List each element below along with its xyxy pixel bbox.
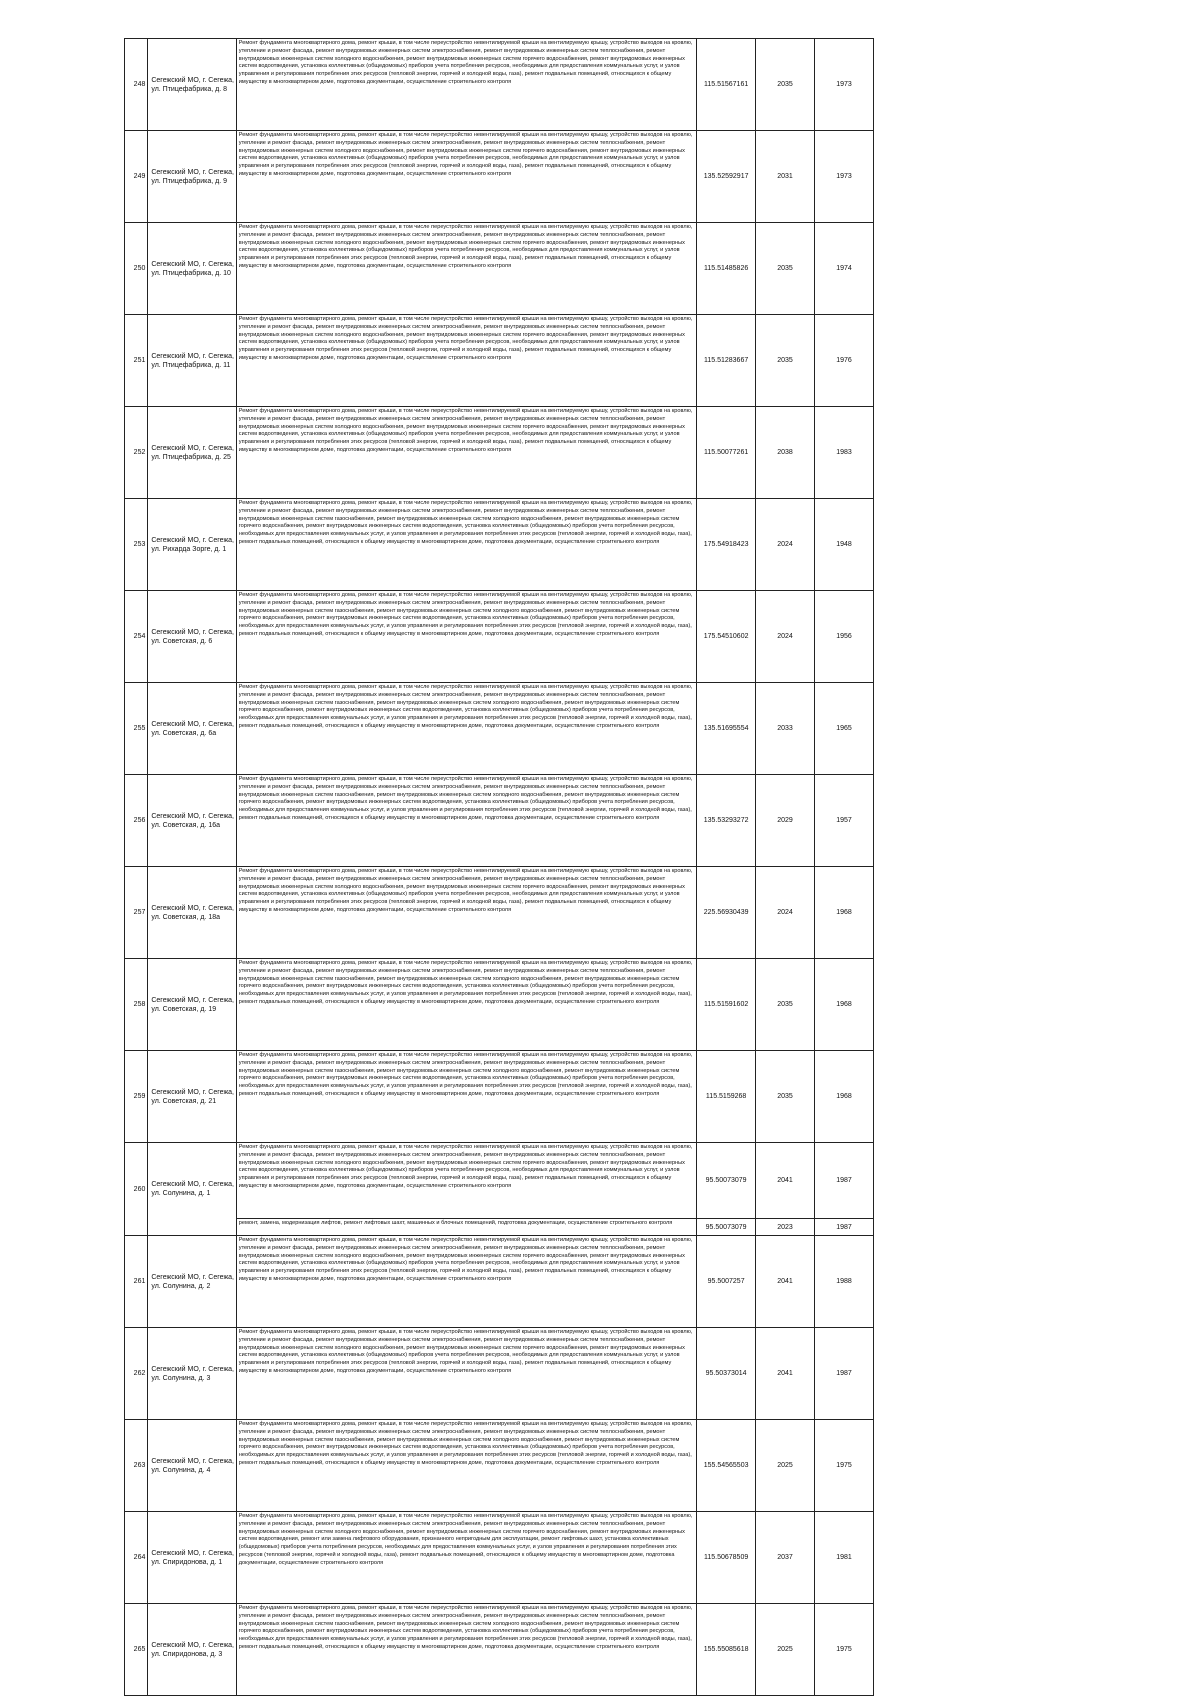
build-year-cell: 1948 bbox=[815, 499, 874, 591]
planned-year-cell: 2031 bbox=[756, 131, 815, 223]
planned-year-cell: 2025 bbox=[756, 1420, 815, 1512]
planned-year-cell: 2025 bbox=[756, 1604, 815, 1696]
cost-cell: 225.56930439 bbox=[697, 867, 756, 959]
row-number-cell: 251 bbox=[125, 315, 148, 407]
works-cell: Ремонт фундамента многоквартирного дома, ремонт крыши, в том числе переустройство невентилируемой крыши на вентилируемую крышу, устройство выходов на кровлю, утепление и ремонт фасада, ремонт внутридомовых инженерных систем электроснабжения, ремонт внутридомовых инженерных систем теплоснабжения, ремонт внутридомовых инженерных систем газоснабжения, ремонт внутридомовых инженерных систем холодного водоснабжения, ремонт внутридомовых инженерных систем горячего водоснабжения, ремонт внутридомовых инженерных систем водоотведения, установка коллективных (общедомовых) приборов учета потребления ресурсов, необходимых для предоставления коммунальных услуг, и узлов управления и регулирования потребления этих ресурсов (тепловой энергии, горячей и холодной воды, газа), ремонт подвальных помещений, относящихся к общему имуществу в многоквартирном доме, подготовка документации, осуществление строительного контроля bbox=[236, 499, 696, 591]
row-number-cell: 248 bbox=[125, 39, 148, 131]
planned-year-cell: 2035 bbox=[756, 1051, 815, 1143]
cost-cell: 115.51591602 bbox=[697, 959, 756, 1051]
address-cell: Сегежский МО, г. Сегежа, ул. Рихарда Зорге, д. 1 bbox=[148, 499, 236, 591]
cost-cell: 115.5159268 bbox=[697, 1051, 756, 1143]
address-cell: Сегежский МО, г. Сегежа, ул. Солунина, д. 2 bbox=[148, 1236, 236, 1328]
cost-cell: 175.54510602 bbox=[697, 591, 756, 683]
build-year-cell: 1975 bbox=[815, 1604, 874, 1696]
works-cell: Ремонт фундамента многоквартирного дома, ремонт крыши, в том числе переустройство невентилируемой крыши на вентилируемую крышу, устройство выходов на кровлю, утепление и ремонт фасада, ремонт внутридомовых инженерных систем электроснабжения, ремонт внутридомовых инженерных систем теплоснабжения, ремонт внутридомовых инженерных систем холодного водоснабжения, ремонт внутридомовых инженерных систем горячего водоснабжения, ремонт внутридомовых инженерных систем водоотведения, установка коллективных (общедомовых) приборов учета потребления ресурсов, необходимых для предоставления коммунальных услуг, и узлов управления и регулирования потребления этих ресурсов (тепловой энергии, горячей и холодной воды, газа), ремонт подвальных помещений, относящихся к общему имуществу в многоквартирном доме, подготовка документации, осуществление строительного контроля bbox=[236, 1236, 696, 1328]
planned-year-cell: 2033 bbox=[756, 683, 815, 775]
works-cell: Ремонт фундамента многоквартирного дома, ремонт крыши, в том числе переустройство невентилируемой крыши на вентилируемую крышу, устройство выходов на кровлю, утепление и ремонт фасада, ремонт внутридомовых инженерных систем электроснабжения, ремонт внутридомовых инженерных систем теплоснабжения, ремонт внутридомовых инженерных систем газоснабжения, ремонт внутридомовых инженерных систем холодного водоснабжения, ремонт внутридомовых инженерных систем горячего водоснабжения, ремонт внутридомовых инженерных систем водоотведения, установка коллективных (общедомовых) приборов учета потребления ресурсов, необходимых для предоставления коммунальных услуг, и узлов управления и регулирования потребления этих ресурсов (тепловой энергии, горячей и холодной воды, газа), ремонт подвальных помещений, относящихся к общему имуществу в многоквартирном доме, подготовка документации, осуществление строительного контроля bbox=[236, 1420, 696, 1512]
address-cell: Сегежский МО, г. Сегежа, ул. Советская, д. 16а bbox=[148, 775, 236, 867]
planned-year-cell: 2035 bbox=[756, 315, 815, 407]
row-number-cell: 260 bbox=[125, 1143, 148, 1236]
planned-year-cell: 2037 bbox=[756, 1512, 815, 1604]
works-cell: Ремонт фундамента многоквартирного дома, ремонт крыши, в том числе переустройство невентилируемой крыши на вентилируемую крышу, устройство выходов на кровлю, утепление и ремонт фасада, ремонт внутридомовых инженерных систем электроснабжения, ремонт внутридомовых инженерных систем теплоснабжения, ремонт внутридомовых инженерных систем холодного водоснабжения, ремонт внутридомовых инженерных систем горячего водоснабжения, ремонт внутридомовых инженерных систем водоотведения, установка коллективных (общедомовых) приборов учета потребления ресурсов, необходимых для предоставления коммунальных услуг, и узлов управления и регулирования потребления этих ресурсов (тепловой энергии, горячей и холодной воды, газа), ремонт подвальных помещений, относящихся к общему имуществу в многоквартирном доме, подготовка документации, осуществление строительного контроля bbox=[236, 39, 696, 131]
build-year-cell: 1973 bbox=[815, 131, 874, 223]
address-cell: Сегежский МО, г. Сегежа, ул. Советская, д. 6а bbox=[148, 683, 236, 775]
planned-year-cell: 2024 bbox=[756, 591, 815, 683]
row-number-cell: 259 bbox=[125, 1051, 148, 1143]
cost-cell: 155.54565503 bbox=[697, 1420, 756, 1512]
address-cell: Сегежский МО, г. Сегежа, ул. Советская, д. 21 bbox=[148, 1051, 236, 1143]
row-number-cell: 258 bbox=[125, 959, 148, 1051]
planned-year-cell: 2035 bbox=[756, 959, 815, 1051]
planned-year-cell: 2041 bbox=[756, 1143, 815, 1219]
table-row bbox=[125, 775, 874, 867]
cost-cell: 115.51485826 bbox=[697, 223, 756, 315]
table-row bbox=[125, 1420, 874, 1512]
table-row bbox=[125, 499, 874, 591]
build-year-cell: 1957 bbox=[815, 775, 874, 867]
row-number-cell: 249 bbox=[125, 131, 148, 223]
cost-cell: 115.50678509 bbox=[697, 1512, 756, 1604]
table-row bbox=[125, 39, 874, 131]
works-cell: Ремонт фундамента многоквартирного дома, ремонт крыши, в том числе переустройство невентилируемой крыши на вентилируемую крышу, устройство выходов на кровлю, утепление и ремонт фасада, ремонт внутридомовых инженерных систем электроснабжения, ремонт внутридомовых инженерных систем теплоснабжения, ремонт внутридомовых инженерных систем газоснабжения, ремонт внутридомовых инженерных систем холодного водоснабжения, ремонт внутридомовых инженерных систем горячего водоснабжения, ремонт внутридомовых инженерных систем водоотведения, установка коллективных (общедомовых) приборов учета потребления ресурсов, необходимых для предоставления коммунальных услуг, и узлов управления и регулирования потребления этих ресурсов (тепловой энергии, горячей и холодной воды, газа), ремонт подвальных помещений, относящихся к общему имуществу в многоквартирном доме, подготовка документации, осуществление строительного контроля bbox=[236, 775, 696, 867]
works-cell: Ремонт фундамента многоквартирного дома, ремонт крыши, в том числе переустройство невентилируемой крыши на вентилируемую крышу, устройство выходов на кровлю, утепление и ремонт фасада, ремонт внутридомовых инженерных систем электроснабжения, ремонт внутридомовых инженерных систем теплоснабжения, ремонт внутридомовых инженерных систем холодного водоснабжения, ремонт внутридомовых инженерных систем горячего водоснабжения, ремонт внутридомовых инженерных систем водоотведения, ремонт или замена лифтового оборудования, признанного непригодным для эксплуатации, ремонт лифтовых шахт, установка коллективных (общедомовых) приборов учета потребления ресурсов, необходимых для предоставления коммунальных услуг, и узлов управления и регулирования потребления этих ресурсов (тепловой энергии, горячей и холодной воды, газа), ремонт подвальных помещений, относящихся к общему имуществу в многоквартирном доме, подготовка документации, осуществление строительного контроля bbox=[236, 1512, 696, 1604]
row-number-cell: 253 bbox=[125, 499, 148, 591]
cost-cell: 155.55085618 bbox=[697, 1604, 756, 1696]
table-row bbox=[125, 315, 874, 407]
table-body bbox=[125, 39, 874, 1696]
row-number-cell: 264 bbox=[125, 1512, 148, 1604]
works-cell: Ремонт фундамента многоквартирного дома, ремонт крыши, в том числе переустройство невентилируемой крыши на вентилируемую крышу, устройство выходов на кровлю, утепление и ремонт фасада, ремонт внутридомовых инженерных систем электроснабжения, ремонт внутридомовых инженерных систем теплоснабжения, ремонт внутридомовых инженерных систем холодного водоснабжения, ремонт внутридомовых инженерных систем горячего водоснабжения, ремонт внутридомовых инженерных систем водоотведения, установка коллективных (общедомовых) приборов учета потребления ресурсов, необходимых для предоставления коммунальных услуг, и узлов управления и регулирования потребления этих ресурсов (тепловой энергии, горячей и холодной воды, газа), ремонт подвальных помещений, относящихся к общему имуществу в многоквартирном доме, подготовка документации, осуществление строительного контроля bbox=[236, 867, 696, 959]
build-year-cell: 1983 bbox=[815, 407, 874, 499]
planned-year-cell: 2041 bbox=[756, 1328, 815, 1420]
row-number-cell: 263 bbox=[125, 1420, 148, 1512]
table-row bbox=[125, 683, 874, 775]
planned-year-cell: 2024 bbox=[756, 499, 815, 591]
row-number-cell: 265 bbox=[125, 1604, 148, 1696]
table-row bbox=[125, 1328, 874, 1420]
planned-year-cell: 2035 bbox=[756, 223, 815, 315]
build-year-cell: 1968 bbox=[815, 959, 874, 1051]
table-row bbox=[125, 223, 874, 315]
build-year-cell: 1981 bbox=[815, 1512, 874, 1604]
works-cell: Ремонт фундамента многоквартирного дома, ремонт крыши, в том числе переустройство невентилируемой крыши на вентилируемую крышу, устройство выходов на кровлю, утепление и ремонт фасада, ремонт внутридомовых инженерных систем электроснабжения, ремонт внутридомовых инженерных систем теплоснабжения, ремонт внутридомовых инженерных систем холодного водоснабжения, ремонт внутридомовых инженерных систем горячего водоснабжения, ремонт внутридомовых инженерных систем водоотведения, установка коллективных (общедомовых) приборов учета потребления ресурсов, необходимых для предоставления коммунальных услуг, и узлов управления и регулирования потребления этих ресурсов (тепловой энергии, горячей и холодной воды, газа), ремонт подвальных помещений, относящихся к общему имуществу в многоквартирном доме, подготовка документации, осуществление строительного контроля bbox=[236, 315, 696, 407]
row-number-cell: 257 bbox=[125, 867, 148, 959]
works-cell: Ремонт фундамента многоквартирного дома, ремонт крыши, в том числе переустройство невентилируемой крыши на вентилируемую крышу, устройство выходов на кровлю, утепление и ремонт фасада, ремонт внутридомовых инженерных систем электроснабжения, ремонт внутридомовых инженерных систем теплоснабжения, ремонт внутридомовых инженерных систем газоснабжения, ремонт внутридомовых инженерных систем холодного водоснабжения, ремонт внутридомовых инженерных систем горячего водоснабжения, ремонт внутридомовых инженерных систем водоотведения, установка коллективных (общедомовых) приборов учета потребления ресурсов, необходимых для предоставления коммунальных услуг, и узлов управления и регулирования потребления этих ресурсов (тепловой энергии, горячей и холодной воды, газа), ремонт подвальных помещений, относящихся к общему имуществу в многоквартирном доме, подготовка документации, осуществление строительного контроля bbox=[236, 959, 696, 1051]
cost-cell: 95.50073079 bbox=[697, 1143, 756, 1219]
address-cell: Сегежский МО, г. Сегежа, ул. Птицефабрика, д. 10 bbox=[148, 223, 236, 315]
address-cell: Сегежский МО, г. Сегежа, ул. Птицефабрика, д. 11 bbox=[148, 315, 236, 407]
row-number-cell: 250 bbox=[125, 223, 148, 315]
works-cell: Ремонт фундамента многоквартирного дома, ремонт крыши, в том числе переустройство невентилируемой крыши на вентилируемую крышу, устройство выходов на кровлю, утепление и ремонт фасада, ремонт внутридомовых инженерных систем электроснабжения, ремонт внутридомовых инженерных систем теплоснабжения, ремонт внутридомовых инженерных систем газоснабжения, ремонт внутридомовых инженерных систем холодного водоснабжения, ремонт внутридомовых инженерных систем горячего водоснабжения, ремонт внутридомовых инженерных систем водоотведения, установка коллективных (общедомовых) приборов учета потребления ресурсов, необходимых для предоставления коммунальных услуг, и узлов управления и регулирования потребления этих ресурсов (тепловой энергии, горячей и холодной воды, газа), ремонт подвальных помещений, относящихся к общему имуществу в многоквартирном доме, подготовка документации, осуществление строительного контроля bbox=[236, 591, 696, 683]
address-cell: Сегежский МО, г. Сегежа, ул. Советская, д. 18а bbox=[148, 867, 236, 959]
planned-year-cell: 2029 bbox=[756, 775, 815, 867]
build-year-cell: 1975 bbox=[815, 1420, 874, 1512]
row-number-cell: 252 bbox=[125, 407, 148, 499]
cost-cell: 115.51567161 bbox=[697, 39, 756, 131]
row-number-cell: 262 bbox=[125, 1328, 148, 1420]
table-row bbox=[125, 1219, 874, 1236]
address-cell: Сегежский МО, г. Сегежа, ул. Солунина, д. 3 bbox=[148, 1328, 236, 1420]
capital-repair-table bbox=[124, 38, 874, 1696]
works-cell: Ремонт фундамента многоквартирного дома, ремонт крыши, в том числе переустройство невентилируемой крыши на вентилируемую крышу, устройство выходов на кровлю, утепление и ремонт фасада, ремонт внутридомовых инженерных систем электроснабжения, ремонт внутридомовых инженерных систем теплоснабжения, ремонт внутридомовых инженерных систем холодного водоснабжения, ремонт внутридомовых инженерных систем горячего водоснабжения, ремонт внутридомовых инженерных систем водоотведения, установка коллективных (общедомовых) приборов учета потребления ресурсов, необходимых для предоставления коммунальных услуг, и узлов управления и регулирования потребления этих ресурсов (тепловой энергии, горячей и холодной воды, газа), ремонт подвальных помещений, относящихся к общему имуществу в многоквартирном доме, подготовка документации, осуществление строительного контроля bbox=[236, 407, 696, 499]
planned-year-cell: 2024 bbox=[756, 867, 815, 959]
works-cell: ремонт, замена, модернизация лифтов, ремонт лифтовых шахт, машинных и блочных помещений, подготовка документации, осуществление строительного контроля bbox=[236, 1219, 696, 1236]
row-number-cell: 254 bbox=[125, 591, 148, 683]
table-row bbox=[125, 1236, 874, 1328]
works-cell: Ремонт фундамента многоквартирного дома, ремонт крыши, в том числе переустройство невентилируемой крыши на вентилируемую крышу, устройство выходов на кровлю, утепление и ремонт фасада, ремонт внутридомовых инженерных систем электроснабжения, ремонт внутридомовых инженерных систем теплоснабжения, ремонт внутридомовых инженерных систем холодного водоснабжения, ремонт внутридомовых инженерных систем горячего водоснабжения, ремонт внутридомовых инженерных систем водоотведения, установка коллективных (общедомовых) приборов учета потребления ресурсов, необходимых для предоставления коммунальных услуг, и узлов управления и регулирования потребления этих ресурсов (тепловой энергии, горячей и холодной воды, газа), ремонт подвальных помещений, относящихся к общему имуществу в многоквартирном доме, подготовка документации, осуществление строительного контроля bbox=[236, 223, 696, 315]
build-year-cell: 1988 bbox=[815, 1236, 874, 1328]
works-cell: Ремонт фундамента многоквартирного дома, ремонт крыши, в том числе переустройство невентилируемой крыши на вентилируемую крышу, устройство выходов на кровлю, утепление и ремонт фасада, ремонт внутридомовых инженерных систем электроснабжения, ремонт внутридомовых инженерных систем теплоснабжения, ремонт внутридомовых инженерных систем холодного водоснабжения, ремонт внутридомовых инженерных систем горячего водоснабжения, ремонт внутридомовых инженерных систем водоотведения, установка коллективных (общедомовых) приборов учета потребления ресурсов, необходимых для предоставления коммунальных услуг, и узлов управления и регулирования потребления этих ресурсов (тепловой энергии, горячей и холодной воды, газа), ремонт подвальных помещений, относящихся к общему имуществу в многоквартирном доме, подготовка документации, осуществление строительного контроля bbox=[236, 1328, 696, 1420]
build-year-cell: 1968 bbox=[815, 867, 874, 959]
address-cell: Сегежский МО, г. Сегежа, ул. Советская, д. 6 bbox=[148, 591, 236, 683]
works-cell: Ремонт фундамента многоквартирного дома, ремонт крыши, в том числе переустройство невентилируемой крыши на вентилируемую крышу, устройство выходов на кровлю, утепление и ремонт фасада, ремонт внутридомовых инженерных систем электроснабжения, ремонт внутридомовых инженерных систем теплоснабжения, ремонт внутридомовых инженерных систем холодного водоснабжения, ремонт внутридомовых инженерных систем горячего водоснабжения, ремонт внутридомовых инженерных систем водоотведения, установка коллективных (общедомовых) приборов учета потребления ресурсов, необходимых для предоставления коммунальных услуг, и узлов управления и регулирования потребления этих ресурсов (тепловой энергии, горячей и холодной воды, газа), ремонт подвальных помещений, относящихся к общему имуществу в многоквартирном доме, подготовка документации, осуществление строительного контроля bbox=[236, 1143, 696, 1219]
works-cell: Ремонт фундамента многоквартирного дома, ремонт крыши, в том числе переустройство невентилируемой крыши на вентилируемую крышу, устройство выходов на кровлю, утепление и ремонт фасада, ремонт внутридомовых инженерных систем электроснабжения, ремонт внутридомовых инженерных систем теплоснабжения, ремонт внутридомовых инженерных систем газоснабжения, ремонт внутридомовых инженерных систем холодного водоснабжения, ремонт внутридомовых инженерных систем горячего водоснабжения, ремонт внутридомовых инженерных систем водоотведения, установка коллективных (общедомовых) приборов учета потребления ресурсов, необходимых для предоставления коммунальных услуг, и узлов управления и регулирования потребления этих ресурсов (тепловой энергии, горячей и холодной воды, газа), ремонт подвальных помещений, относящихся к общему имуществу в многоквартирном доме, подготовка документации, осуществление строительного контроля bbox=[236, 1051, 696, 1143]
table-row bbox=[125, 959, 874, 1051]
address-cell: Сегежский МО, г. Сегежа, ул. Птицефабрика, д. 8 bbox=[148, 39, 236, 131]
table-row bbox=[125, 591, 874, 683]
table-row bbox=[125, 1051, 874, 1143]
row-number-cell: 261 bbox=[125, 1236, 148, 1328]
table-row bbox=[125, 867, 874, 959]
build-year-cell: 1968 bbox=[815, 1051, 874, 1143]
build-year-cell: 1956 bbox=[815, 591, 874, 683]
table-row bbox=[125, 1604, 874, 1696]
address-cell: Сегежский МО, г. Сегежа, ул. Спиридонова, д. 1 bbox=[148, 1512, 236, 1604]
table-row bbox=[125, 1143, 874, 1219]
cost-cell: 95.5007257 bbox=[697, 1236, 756, 1328]
table-row bbox=[125, 131, 874, 223]
cost-cell: 135.51695554 bbox=[697, 683, 756, 775]
works-cell: Ремонт фундамента многоквартирного дома, ремонт крыши, в том числе переустройство невентилируемой крыши на вентилируемую крышу, устройство выходов на кровлю, утепление и ремонт фасада, ремонт внутридомовых инженерных систем электроснабжения, ремонт внутридомовых инженерных систем теплоснабжения, ремонт внутридомовых инженерных систем газоснабжения, ремонт внутридомовых инженерных систем холодного водоснабжения, ремонт внутридомовых инженерных систем горячего водоснабжения, ремонт внутридомовых инженерных систем водоотведения, установка коллективных (общедомовых) приборов учета потребления ресурсов, необходимых для предоставления коммунальных услуг, и узлов управления и регулирования потребления этих ресурсов (тепловой энергии, горячей и холодной воды, газа), ремонт подвальных помещений, относящихся к общему имуществу в многоквартирном доме, подготовка документации, осуществление строительного контроля bbox=[236, 683, 696, 775]
works-cell: Ремонт фундамента многоквартирного дома, ремонт крыши, в том числе переустройство невентилируемой крыши на вентилируемую крышу, устройство выходов на кровлю, утепление и ремонт фасада, ремонт внутридомовых инженерных систем электроснабжения, ремонт внутридомовых инженерных систем теплоснабжения, ремонт внутридомовых инженерных систем газоснабжения, ремонт внутридомовых инженерных систем холодного водоснабжения, ремонт внутридомовых инженерных систем горячего водоснабжения, ремонт внутридомовых инженерных систем водоотведения, установка коллективных (общедомовых) приборов учета потребления ресурсов, необходимых для предоставления коммунальных услуг, и узлов управления и регулирования потребления этих ресурсов (тепловой энергии, горячей и холодной воды, газа), ремонт подвальных помещений, относящихся к общему имуществу в многоквартирном доме, подготовка документации, осуществление строительного контроля bbox=[236, 1604, 696, 1696]
planned-year-cell: 2035 bbox=[756, 39, 815, 131]
cost-cell: 175.54918423 bbox=[697, 499, 756, 591]
address-cell: Сегежский МО, г. Сегежа, ул. Птицефабрика, д. 9 bbox=[148, 131, 236, 223]
cost-cell: 95.50073079 bbox=[697, 1219, 756, 1236]
address-cell: Сегежский МО, г. Сегежа, ул. Солунина, д. 4 bbox=[148, 1420, 236, 1512]
build-year-cell: 1976 bbox=[815, 315, 874, 407]
planned-year-cell: 2038 bbox=[756, 407, 815, 499]
planned-year-cell: 2041 bbox=[756, 1236, 815, 1328]
address-cell: Сегежский МО, г. Сегежа, ул. Спиридонова, д. 3 bbox=[148, 1604, 236, 1696]
cost-cell: 135.53293272 bbox=[697, 775, 756, 867]
cost-cell: 95.50373014 bbox=[697, 1328, 756, 1420]
table-row bbox=[125, 1512, 874, 1604]
table-row bbox=[125, 407, 874, 499]
address-cell: Сегежский МО, г. Сегежа, ул. Солунина, д. 1 bbox=[148, 1143, 236, 1236]
address-cell: Сегежский МО, г. Сегежа, ул. Птицефабрика, д. 25 bbox=[148, 407, 236, 499]
build-year-cell: 1987 bbox=[815, 1219, 874, 1236]
build-year-cell: 1987 bbox=[815, 1143, 874, 1219]
planned-year-cell: 2023 bbox=[756, 1219, 815, 1236]
cost-cell: 115.50077261 bbox=[697, 407, 756, 499]
build-year-cell: 1965 bbox=[815, 683, 874, 775]
row-number-cell: 255 bbox=[125, 683, 148, 775]
cost-cell: 115.51283667 bbox=[697, 315, 756, 407]
build-year-cell: 1987 bbox=[815, 1328, 874, 1420]
row-number-cell: 256 bbox=[125, 775, 148, 867]
build-year-cell: 1974 bbox=[815, 223, 874, 315]
works-cell: Ремонт фундамента многоквартирного дома, ремонт крыши, в том числе переустройство невентилируемой крыши на вентилируемую крышу, устройство выходов на кровлю, утепление и ремонт фасада, ремонт внутридомовых инженерных систем электроснабжения, ремонт внутридомовых инженерных систем теплоснабжения, ремонт внутридомовых инженерных систем холодного водоснабжения, ремонт внутридомовых инженерных систем горячего водоснабжения, ремонт внутридомовых инженерных систем водоотведения, установка коллективных (общедомовых) приборов учета потребления ресурсов, необходимых для предоставления коммунальных услуг, и узлов управления и регулирования потребления этих ресурсов (тепловой энергии, горячей и холодной воды, газа), ремонт подвальных помещений, относящихся к общему имуществу в многоквартирном доме, подготовка документации, осуществление строительного контроля bbox=[236, 131, 696, 223]
cost-cell: 135.52592917 bbox=[697, 131, 756, 223]
address-cell: Сегежский МО, г. Сегежа, ул. Советская, д. 19 bbox=[148, 959, 236, 1051]
build-year-cell: 1973 bbox=[815, 39, 874, 131]
